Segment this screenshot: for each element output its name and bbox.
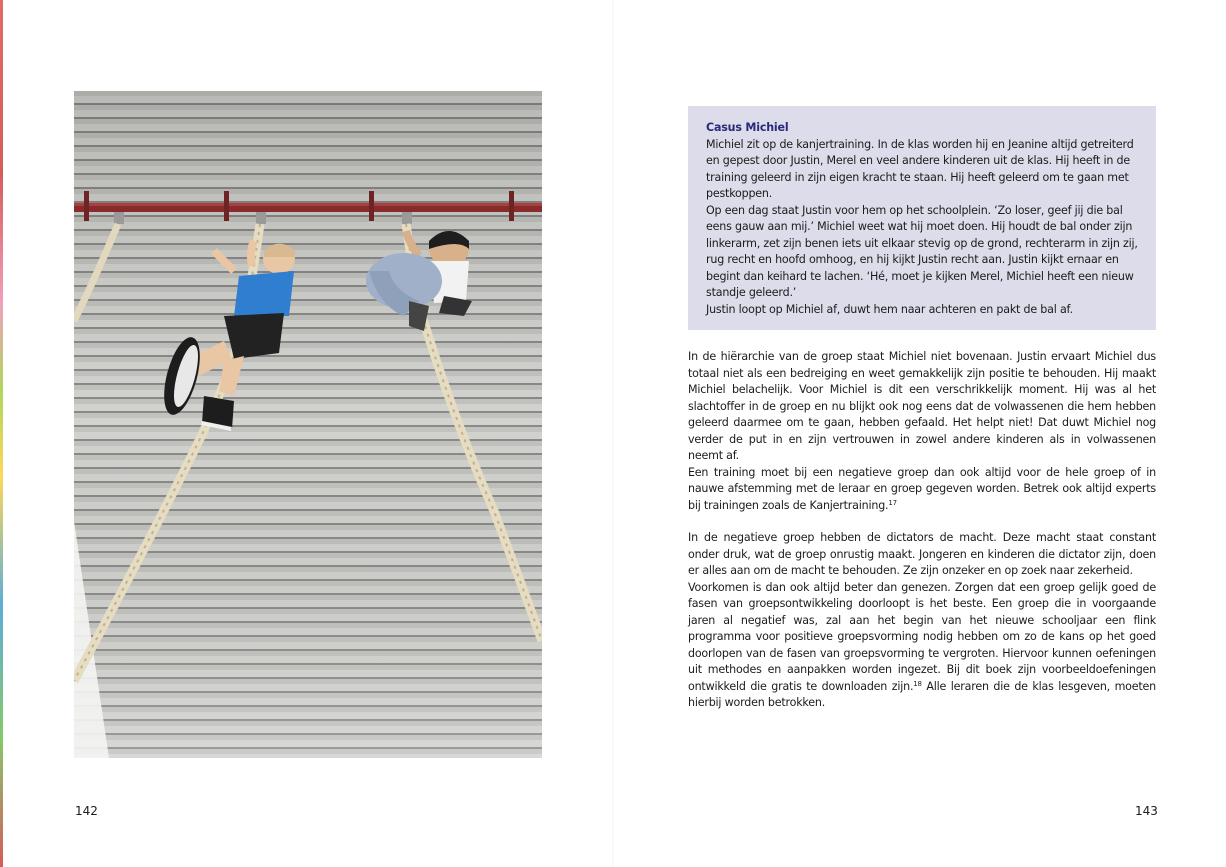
body-section-2 [688,530,1156,712]
casus-paragraph: Op een dag staat Justin voor hem op het schoolplein. ‘Zo loser, geef jij die bal eens gauw aan mij.’ Michiel weet wat hij moet doen. Hij houdt de bal onder zijn linkerarm, zet zijn benen iets uit elkaar stevig op de grond, rechterarm in zijn zij, rug recht en hoofd omhoog, en hij kijkt Justin recht aan. Justin kijkt ernaar en begint dan keihard te lachen. ‘Hé, moet je kijken Merel, Michiel heeft een nieuw standje geleerd.’ [706,203,1138,299]
casus-title: Casus Michiel [706,121,789,134]
page-number-left: 142 [75,804,98,818]
body-paragraph: In de negatieve groep hebben de dictators de macht. Deze macht staat constant onder druk, wat de groep onrustig maakt. Jongeren en kinderen die dictator zijn, doen er alles aan om de macht te behouden. Ze zijn onzeker en op zoek naar zekerheid. [688,531,1156,577]
body-paragraph [688,580,1156,712]
photo-children-climbing-ropes [74,91,542,758]
photo-illustration [74,91,542,758]
body-paragraph-text: Een training moet bij een negatieve groep dan ook altijd voor de hele groep of in nauwe afstemming met de leraar en groep gegeven worden. Betrek ook altijd experts bij trainingen zoals de Kanjertraining. [688,465,1156,512]
body-section-1 [688,349,1156,514]
footnote-reference[interactable]: 17 [888,498,897,507]
casus-box [688,106,1156,330]
body-paragraph-tail: Alle leraren die de klas lesgeven, moeten hierbij worden betrokken. [688,679,1156,709]
footnote-reference[interactable]: 18 [913,679,922,688]
casus-paragraph: Michiel zit op de kanjertraining. In de klas worden hij en Jeanine altijd getreiterd en gepest door Justin, Merel en veel andere kinderen uit de klas. Hij heeft in de training geleerd in zijn eigen kracht te staan. Hij heeft geleerd om te gaan met pestkoppen. [706,137,1134,200]
body-paragraph: In de hiërarchie van de groep staat Michiel niet bovenaan. Justin ervaart Michiel dus totaal niet als een bedreiging en weet gemakkelijk zijn positie te behouden. Hij maakt Michiel belachelijk. Voor Michiel is dit een verschrikkelijk moment. Hij was al het slachtoffer in de groep en nu blijkt ook nog eens dat de volwassenen die hem hebben geleerd daarmee om te gaan, hebben gefaald. Het helpt niet! Dat duwt Michiel nog verder de put in en zijn vertrouwen in zowel andere kinderen als in volwassenen neemt af. [688,350,1156,462]
page-number-right: 143 [1135,804,1158,818]
casus-paragraph: Justin loopt op Michiel af, duwt hem naar achteren en pakt de bal af. [706,302,1073,316]
book-gutter [612,0,614,867]
body-paragraph-text: Voorkomen is dan ook altijd beter dan genezen. Zorgen dat een groep gelijk goed de fasen van groepsontwikkeling doorloopt is het beste. Een groep die in voorgaande jaren al negatief was, zal aan het begin van het nieuwe schooljaar een flink programma voor positieve groepsvorming nodig hebben om zo de kans op het goed doorlopen van de fasen van groepsvorming te vergroten. Hiervoor kunnen oefeningen uit methodes en aanpakken worden ingezet. Bij dit boek zijn voorbeeldoefeningen ontwikkeld die gratis te downloaden zijn. [688,580,1156,693]
page-edge-strip [0,0,3,867]
body-paragraph [688,465,1156,515]
